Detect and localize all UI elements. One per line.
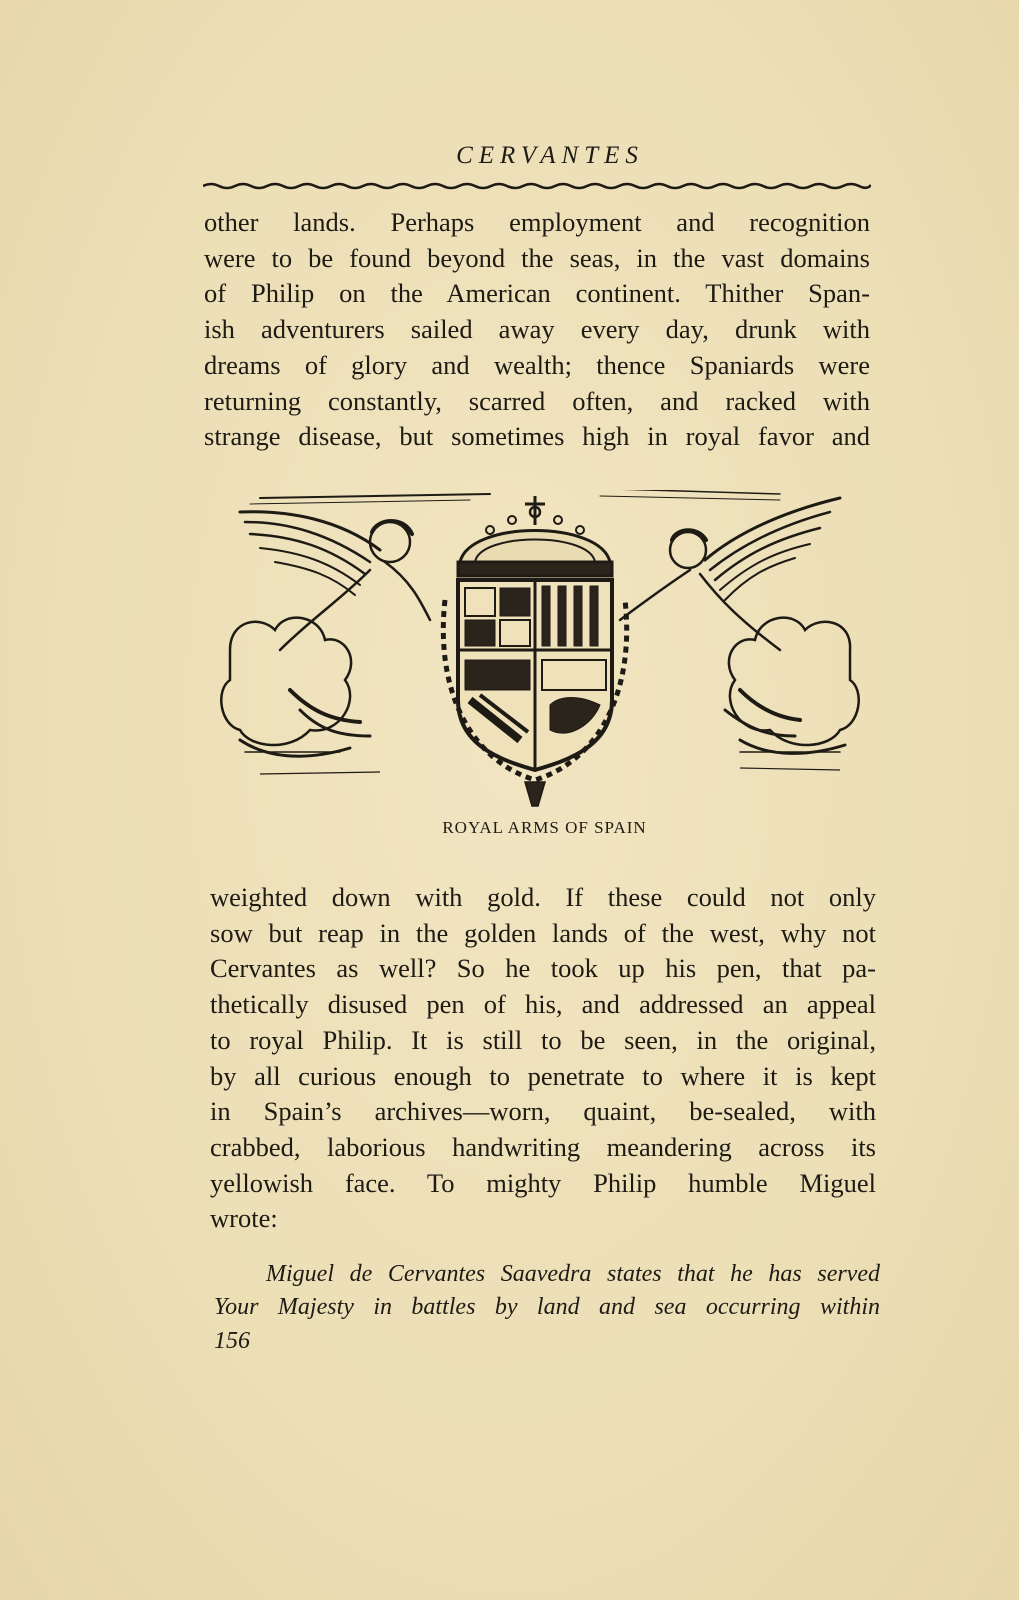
text-line: to royal Philip. It is still to be seen, in the original, bbox=[210, 1024, 876, 1055]
quote-line: Miguel de Cervantes Saavedra states that he has served bbox=[266, 1261, 880, 1287]
royal-arms-illustration bbox=[220, 490, 860, 810]
quote-line: Your Majesty in battles by land and sea occurring within bbox=[214, 1294, 880, 1320]
decorative-rule bbox=[203, 180, 871, 190]
text-line: by all curious enough to penetrate to where it is kept bbox=[210, 1060, 876, 1091]
page-number: 156 bbox=[214, 1328, 250, 1354]
text-line: strange disease, but sometimes high in royal favor and bbox=[204, 421, 870, 452]
text-line: Cervantes as well? So he took up his pen, that pa- bbox=[210, 953, 876, 984]
text-line: dreams of glory and wealth; thence Spaniards were bbox=[204, 349, 870, 380]
text-line: were to be found beyond the seas, in the vast domains bbox=[204, 242, 870, 273]
text-line: wrote: bbox=[210, 1203, 278, 1234]
figure-caption: ROYAL ARMS OF SPAIN bbox=[442, 818, 647, 837]
text-line: thetically disused pen of his, and addressed an appeal bbox=[210, 989, 876, 1020]
text-line: sow but reap in the golden lands of the west, why not bbox=[210, 917, 876, 948]
text-line: of Philip on the American continent. Thither Span- bbox=[204, 278, 870, 309]
quoted-letter bbox=[214, 1258, 880, 1324]
text-line: in Spain’s archives—worn, quaint, be-sealed, with bbox=[210, 1096, 876, 1127]
text-line: returning constantly, scarred often, and racked with bbox=[204, 385, 870, 416]
text-line: crabbed, laborious handwriting meandering across its bbox=[210, 1131, 876, 1162]
text-line: yellowish face. To mighty Philip humble Miguel bbox=[210, 1167, 876, 1198]
paragraph-1 bbox=[204, 205, 870, 455]
running-head: CERVANTES bbox=[456, 142, 644, 169]
text-line: other lands. Perhaps employment and recognition bbox=[204, 207, 870, 237]
paragraph-2 bbox=[210, 880, 876, 1237]
text-line: ish adventurers sailed away every day, drunk with bbox=[204, 314, 870, 345]
text-line: weighted down with gold. If these could not only bbox=[210, 882, 876, 912]
